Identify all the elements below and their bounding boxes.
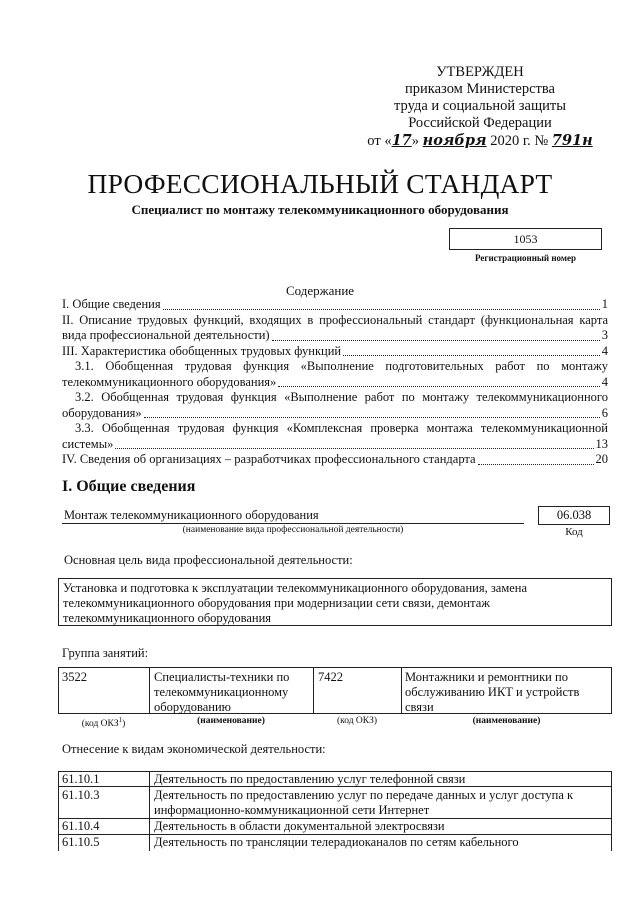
section-heading: I. Общие сведения: [62, 478, 196, 495]
registration-number-box: 1053: [449, 228, 602, 250]
group-label: Группа занятий:: [62, 646, 149, 660]
group-caption-code: (код ОКЗ$^1$): [81, 716, 126, 730]
toc-item[interactable]: I. Общие сведения 1: [62, 297, 608, 311]
okved-name: Деятельность в области документальной электросвязи: [154, 819, 445, 833]
group-name: Специалисты-техники по телекоммуникационному оборудованию: [154, 670, 290, 714]
activity-code: 06.038: [538, 506, 610, 525]
okved-name: Деятельность по трансляции телерадиоканалов по сетям кабельного: [154, 835, 519, 849]
activity-caption: (наименование вида профессиональной деятельности): [182, 525, 404, 535]
toc-item[interactable]: II. Описание трудовых функций, входящих в профессиональный стандарт (функциональная карта вида профессиональной деятельности) 3: [62, 312, 608, 342]
toc-title: Содержание: [285, 283, 355, 298]
okved-code: 61.10.1: [62, 772, 100, 786]
toc-item[interactable]: 3.2. Обобщенная трудовая функция «Выполнение работ по монтажу телекоммуникационного оборудования» 6: [62, 390, 608, 420]
group-name: Монтажники и ремонтники по обслуживанию ИКТ и устройств связи: [405, 670, 580, 714]
approval-line: Российской Федерации: [408, 115, 552, 131]
okved-label: Отнесение к видам экономической деятельности:: [62, 742, 326, 756]
group-code: 7422: [318, 670, 343, 684]
code-caption: Код: [565, 526, 583, 538]
group-code: 3522: [62, 670, 87, 684]
approval-line: приказом Министерства: [405, 81, 555, 97]
okved-name: Деятельность по предоставлению услуг по передаче данных и услуг доступа к информационно-коммуникационной сети Интернет: [154, 788, 574, 817]
okved-code: 61.10.3: [62, 788, 100, 802]
approval-line: труда и социальной защиты: [394, 98, 566, 114]
approval-number: 791н: [551, 132, 593, 149]
toc-item[interactable]: 3.1. Обобщенная трудовая функция «Выполнение подготовительных работ по монтажу телекоммуникационного оборудования» 4: [62, 359, 608, 389]
toc-item[interactable]: IV. Сведения об организациях – разработчиках профессионального стандарта 20: [62, 452, 608, 466]
approval-day: 17: [391, 132, 412, 149]
toc-item[interactable]: III. Характеристика обобщенных трудовых функций 4: [62, 343, 608, 358]
document-title: ПРОФЕССИОНАЛЬНЫЙ СТАНДАРТ: [87, 168, 553, 199]
approval-date-line: от «17» ноября 2020 г. № 791н: [367, 132, 593, 149]
approval-line: УТВЕРЖДЕН: [436, 64, 524, 80]
okved-code: 61.10.4: [62, 819, 100, 833]
goal-box: Установка и подготовка к эксплуатации телекоммуникационного оборудования, замена телекоммуникационного оборудования при модернизации сети связи, демонтаж телекоммуникационного оборудования: [58, 578, 612, 626]
activity-name: Монтаж телекоммуникационного оборудования: [64, 508, 319, 522]
group-caption-code: (код ОКЗ): [336, 716, 378, 726]
okved-name: Деятельность по предоставлению услуг телефонной связи: [154, 772, 466, 786]
goal-label: Основная цель вида профессиональной деятельности:: [64, 553, 353, 567]
approval-month: ноября: [422, 132, 487, 149]
group-caption-name: (наименование): [472, 716, 541, 726]
group-caption-name: (наименование): [197, 716, 265, 726]
table-of-contents: [62, 297, 608, 468]
divider: [62, 523, 524, 524]
okved-code: 61.10.5: [62, 835, 100, 849]
document-subtitle: Специалист по монтажу телекоммуникационного оборудования: [131, 202, 509, 217]
registration-caption: Регистрационный номер: [474, 253, 577, 263]
approval-block: [360, 64, 600, 150]
toc-item[interactable]: 3.3. Обобщенная трудовая функция «Комплексная проверка монтажа телекоммуникационной системы» 13: [62, 421, 608, 451]
